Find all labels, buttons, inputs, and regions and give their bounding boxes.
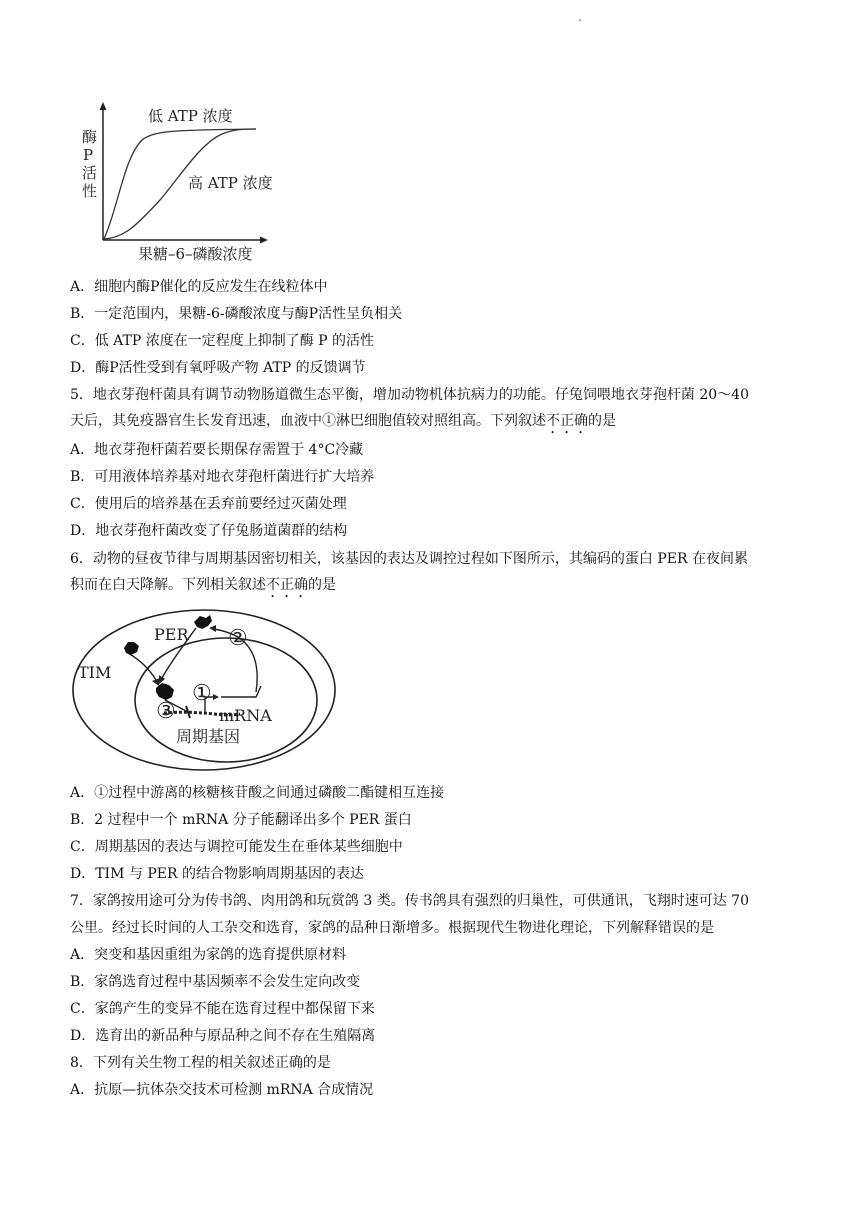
q4-option-b: B．一定范围内，果糖-6-磷酸浓度与酶P活性呈负相关 [70,306,403,322]
y-label-2: P [83,146,94,164]
q7-option-c: C．家鸽产生的变异不能在选育过程中都保留下来 [70,1001,375,1017]
y-label-3: 活 [82,164,98,182]
step-1-label: ① [192,681,212,706]
q6-stem-end: 的是 [308,577,336,593]
y-label-1: 酶 [82,128,98,146]
q5-stem-line2 [70,411,616,437]
low-atp-label: 低 ATP 浓度 [148,107,233,125]
q5-stem-text: 天后，其免疫器官生长发育迅速，血液中①淋巴细胞值较对照组高。下列叙述 [70,413,546,429]
x-axis-arrow [260,237,268,244]
q6-emphasis: 不正确 [266,577,308,593]
high-atp-label: 高 ATP 浓度 [188,174,273,192]
q4-option-d: D．酶P活性受到有氧呼吸产物 ATP 的反馈调节 [70,360,366,376]
export-arrowhead [209,625,216,632]
promoter-arrowhead [213,694,219,700]
q4-option-a: A．细胞内酶P催化的反应发生在线粒体中 [70,279,328,295]
q6-option-b: B．2 过程中一个 mRNA 分子能翻译出多个 PER 蛋白 [70,812,412,828]
q6-stem-line2 [70,575,336,601]
q4-option-c: C．低 ATP 浓度在一定程度上抑制了酶 P 的活性 [70,333,375,349]
y-axis-arrow [100,102,107,110]
q7-stem-line1: 7．家鸽按用途可分为传书鸽、肉用鸽和玩赏鸽 3 类。传书鸽具有强烈的归巢性，可供通讯，飞翔时速可达 70 [70,893,749,909]
q8-stem-line1: 8．下列有关生物工程的相关叙述正确的是 [70,1055,331,1071]
q5-option-a: A．地衣芽孢杆菌若要长期保存需置于 4°C冷藏 [70,442,364,458]
q6-option-d: D．TIM 与 PER 的结合物影响周期基因的表达 [70,866,364,882]
q6-stem-text: 积而在白天降解。下列相关叙述 [70,577,266,593]
q7-stem-line2: 公里。经过长时间的人工杂交和选育，家鸽的品种日渐增多。根据现代生物进化理论，下列解释错误的是 [70,920,714,936]
step-3-label: ③ [156,699,176,724]
tim-label: TIM [78,663,112,682]
q5-option-d: D．地衣芽孢杆菌改变了仔兔肠道菌群的结构 [70,523,348,539]
q6-option-a: A．①过程中游离的核糖核苷酸之间通过磷酸二酯键相互连接 [70,785,445,801]
enzyme-activity-graph [74,96,294,266]
mrna-label: mRNA [219,706,272,725]
step-2-label: ② [228,626,248,651]
q5-option-b: B．可用液体培养基对地衣芽孢杆菌进行扩大培养 [70,469,375,485]
q5-stem-line1: 5．地衣芽孢杆菌具有调节动物肠道微生态平衡，增加动物机体抗病力的功能。仔兔饲喂地衣芽孢杆菌 20～40 [70,387,749,403]
q6-stem-line1: 6．动物的昼夜节律与周期基因密切相关，该基因的表达及调控过程如下图所示，其编码的蛋白 PER 在夜间累 [70,551,748,567]
q7-option-d: D．选育出的新品种与原品种之间不存在生殖隔离 [70,1028,376,1044]
q5-option-c: C．使用后的培养基在丢弃前要经过灭菌处理 [70,496,347,512]
per-label: PER [154,625,189,644]
x-label: 果糖–6–磷酸浓度 [138,245,253,263]
q7-option-b: B．家鸽选育过程中基因频率不会发生定向改变 [70,974,361,990]
q6-option-c: C．周期基因的表达与调控可能发生在垂体某些细胞中 [70,839,403,855]
q8-option-a: A．抗原—抗体杂交技术可检测 mRNA 合成情况 [70,1082,374,1098]
q5-stem-end: 的是 [588,413,616,429]
header-mark: . [578,10,582,24]
gene-label: 周期基因 [176,727,241,746]
per-protein-blob [194,615,212,629]
mrna-strand [221,686,261,697]
cell-diagram [68,608,340,776]
y-label-4: 性 [82,182,98,200]
q5-emphasis: 不正确 [546,413,588,429]
tim-protein-blob [124,642,139,655]
per-arrowhead [159,675,165,684]
q7-option-a: A．突变和基因重组为家鸽的选育提供原材料 [70,947,347,963]
